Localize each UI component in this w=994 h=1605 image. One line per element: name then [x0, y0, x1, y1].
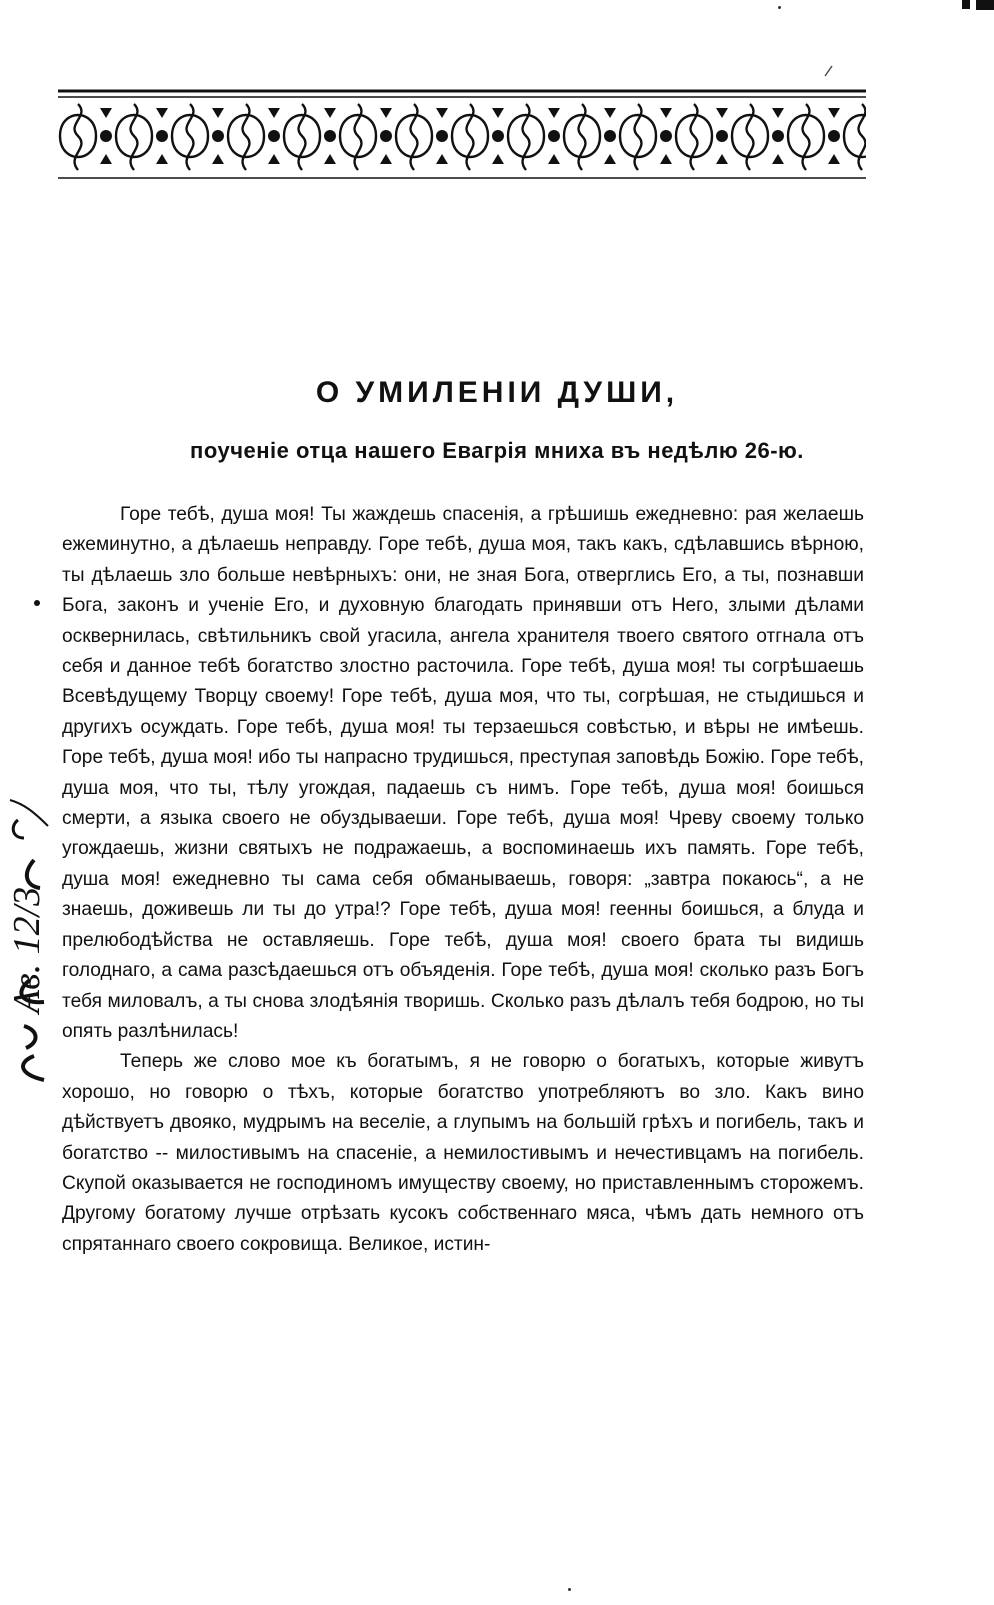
scan-speck — [778, 6, 781, 9]
body-paragraph: Горе тебѣ, душа моя! Ты жаждешь спасенія, а грѣшишь ежедневно: рая желаешь ежеминутно, а дѣлаешь неправду. Горе тебѣ, душа моя, такъ какъ, сдѣлавшись вѣрною, ты дѣлаешь зло больше невѣрныхъ: они, не зная Бога, отверглись Его, а ты, познавши Бога, законъ и ученіе Его, и духовную благодать принявши отъ Него, злыми дѣлами осквернилась, свѣтильникъ свой угасила, ангела хранителя твоего святого отгнала отъ себя и данное тебѣ богатство злостно расточила. Горе тебѣ, душа моя! ты согрѣшаешь Всевѣдущему Творцу своему! Горе тебѣ, душа моя, что ты, согрѣшая, не стыдишься и другихъ осуждать. Горе тебѣ, душа моя! ты терзаешься совѣстью, и вѣры не имѣешь. Горе тебѣ, душа моя! ибо ты напрасно трудишься, преступая заповѣдь Божію. Горе тебѣ, душа моя, что ты, тѣлу угождая, падаешь съ нимъ. Горе тебѣ, душа моя! боишься смерти, а языка своего не обуздываеши. Горе тебѣ, душа моя! Чреву своему только угождаешь, жизни святыхъ не подражаешь, а воспоминаешь ихъ память. Горе тебѣ, душа моя! ежедневно ты сама себя обманываешь, говоря: „завтра покаюсь“, а не знаешь, доживешь ли ты до утра!? Горе тебѣ, душа моя! геенны боишься, а блуда и прелюбодѣйства не оставляешь. Горе тебѣ, душа моя! своего брата ты видишь голоднаго, а сама разсѣдаешься отъ объяденія. Горе тебѣ, душа моя! сколько разъ Богъ тебя миловалъ, а ты снова злодѣянія творишь. Сколько разъ дѣлалъ тебя бодрою, но ты опять разлѣнилась! — [62, 504, 864, 1042]
margin-dot — [34, 600, 40, 606]
body-paragraph: Теперь же слово мое къ богатымъ, я не говорю о богатыхъ, которые живутъ хорошо, но говорю о тѣхъ, которые богатство употребляютъ во зло. Какъ вино дѣйствуетъ двояко, мудрымъ на веселіе, а глупымъ на большій грѣхъ и погибель, такъ и богатство -- милостивымъ на спасеніе, а немилостивымъ и нечестивцамъ на погибель. Скупой оказывается не господиномъ имуществу своему, но приставленнымъ сторожемъ. Другому богатому лучше отрѣзать кусокъ собственнаго мяса, чѣмъ дать немного отъ спрятаннаго своего сокровища. Великое, истин- — [62, 1051, 864, 1255]
document-body — [62, 500, 864, 1260]
scan-edge-mark — [944, 0, 994, 12]
archive-stamp-number: Ав. 12/3 — [6, 886, 48, 1014]
document-subtitle: поученіе отца нашего Евагрія мниха въ недѣлю 26-ю. — [190, 438, 804, 463]
scan-speck — [568, 1588, 571, 1591]
ornament-header-band — [58, 88, 866, 184]
document-title: О УМИЛЕНІИ ДУШИ, — [315, 376, 679, 409]
pencil-tick-mark — [824, 64, 834, 78]
